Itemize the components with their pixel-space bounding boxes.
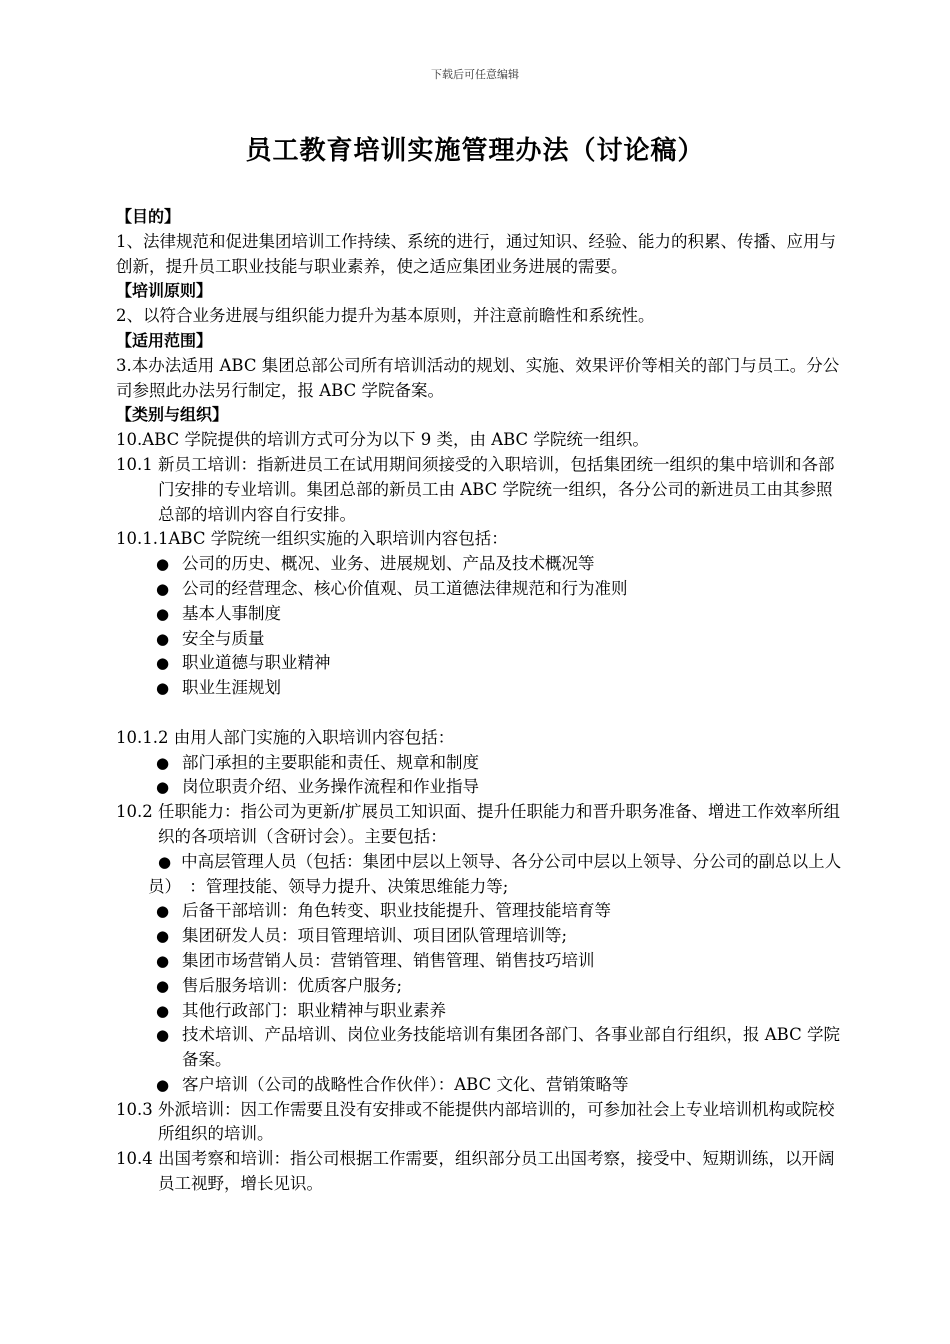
category-10-2: 10.2 任职能力：指公司为更新/扩展员工知识面、提升任职能力和晋升职务准备、增进工作效率所组织的各项培训（含研讨会）。主要包括： — [116, 802, 841, 846]
category-10-4: 10.4 出国考察和培训：指公司根据工作需要，组织部分员工出国考察，接受中、短期训练，以开阔员工视野，增长见识。 — [116, 1149, 835, 1194]
list-item: ● 职业生涯规划 — [156, 676, 846, 701]
section-heading-purpose: 【目的】 — [116, 207, 181, 226]
list-item: ● 职业道德与职业精神 — [156, 651, 846, 676]
bullet-icon: ● — [156, 579, 170, 598]
section-heading-principle: 【培训原则】 — [116, 281, 213, 301]
section-heading-category: 【类别与组织】 — [116, 405, 229, 425]
list-item: ● 岗位职责介绍、业务操作流程和作业指导 — [156, 775, 846, 800]
bullet-icon: ● — [158, 852, 172, 871]
category-10-1: 10.1 新员工培训：指新进员工在试用期间须接受的入职培训，包括集团统一组织的集中培训和各部门安排的专业培训。集团总部的新员工由 ABC 学院统一组织，各分公司的新进员工由其参照总部的培训内容自行安排。 — [116, 454, 835, 524]
category-10-3: 10.3 外派培训：因工作需要且没有安排或不能提供内部培训的，可参加社会上专业培训机构或院校所组织的培训。 — [116, 1099, 835, 1144]
list-item: ● 部门承担的主要职能和责任、规章和制度 — [156, 751, 846, 776]
list-item: ● 集团研发人员：项目管理培训、项目团队管理培训等; — [156, 924, 846, 949]
bullet-icon: ● — [156, 976, 170, 995]
list-item: ● 基本人事制度 — [156, 602, 846, 627]
document-body — [116, 205, 846, 1197]
list-item: ● 安全与质量 — [156, 627, 846, 652]
bullet-icon: ● — [156, 927, 170, 946]
bullet-list-10-1-1 — [116, 552, 846, 701]
list-item: ● 客户培训（公司的战略性合作伙伴）：ABC 文化、营销策略等 — [156, 1073, 846, 1098]
bullet-icon: ● — [156, 654, 170, 673]
list-item: ● 公司的历史、概况、业务、进展规划、产品及技术概况等 — [156, 552, 846, 577]
bullet-icon: ● — [156, 629, 170, 648]
bullet-icon: ● — [156, 1026, 170, 1045]
category-10-1-2: 10.1.2 由用人部门实施的入职培训内容包括： — [116, 727, 455, 747]
bullet-icon: ● — [156, 1075, 170, 1094]
blank-line — [116, 701, 846, 726]
bullet-list-10-2 — [116, 850, 846, 1098]
bullet-icon: ● — [156, 1001, 170, 1020]
header-note: 下载后可任意编辑 — [431, 68, 519, 81]
document-title: 员工教育培训实施管理办法（讨论稿） — [245, 136, 705, 166]
category-intro: 10.ABC 学院提供的培训方式可分为以下 9 类，由 ABC 学院统一组织。 — [116, 430, 649, 450]
bullet-list-10-1-2 — [116, 751, 846, 801]
list-item: ● 售后服务培训：优质客户服务; — [156, 974, 846, 999]
bullet-icon: ● — [156, 679, 170, 698]
bullet-icon: ● — [156, 753, 170, 772]
scope-paragraph: 3.本办法适用 ABC 集团总部公司所有培训活动的规划、实施、效果评价等相关的部门与员工。分公司参照此办法另行制定，报 ABC 学院备案。 — [116, 355, 840, 400]
purpose-paragraph: 1、法律规范和促进集团培训工作持续、系统的进行，通过知识、经验、能力的积累、传播、应用与创新，提升员工职业技能与职业素养，使之适应集团业务进展的需要。 — [116, 231, 836, 276]
bullet-icon: ● — [156, 778, 170, 797]
list-item: ● 集团市场营销人员：营销管理、销售管理、销售技巧培训 — [156, 949, 846, 974]
bullet-icon: ● — [156, 555, 170, 574]
list-item: ● 技术培训、产品培训、岗位业务技能培训有集团各部门、各事业部自行组织，报 ABC 学院备案。 — [156, 1025, 840, 1070]
bullet-icon: ● — [156, 604, 170, 623]
bullet-icon: ● — [156, 902, 170, 921]
section-heading-scope: 【适用范围】 — [116, 330, 213, 350]
list-item: ● 中高层管理人员（包括：集团中层以上领导、各分公司中层以上领导、分公司的副总以上人员） ：管理技能、领导力提升、决策思维能力等; — [148, 851, 842, 896]
category-10-1-1: 10.1.1ABC 学院统一组织实施的入职培训内容包括： — [116, 529, 508, 549]
list-item: ● 后备干部培训：角色转变、职业技能提升、管理技能培育等 — [156, 899, 846, 924]
list-item: ● 公司的经营理念、核心价值观、员工道德法律规范和行为准则 — [156, 577, 846, 602]
list-item: ● 其他行政部门：职业精神与职业素养 — [156, 999, 846, 1024]
bullet-icon: ● — [156, 951, 170, 970]
principle-paragraph: 2、以符合业务进展与组织能力提升为基本原则，并注意前瞻性和系统性。 — [116, 306, 655, 326]
